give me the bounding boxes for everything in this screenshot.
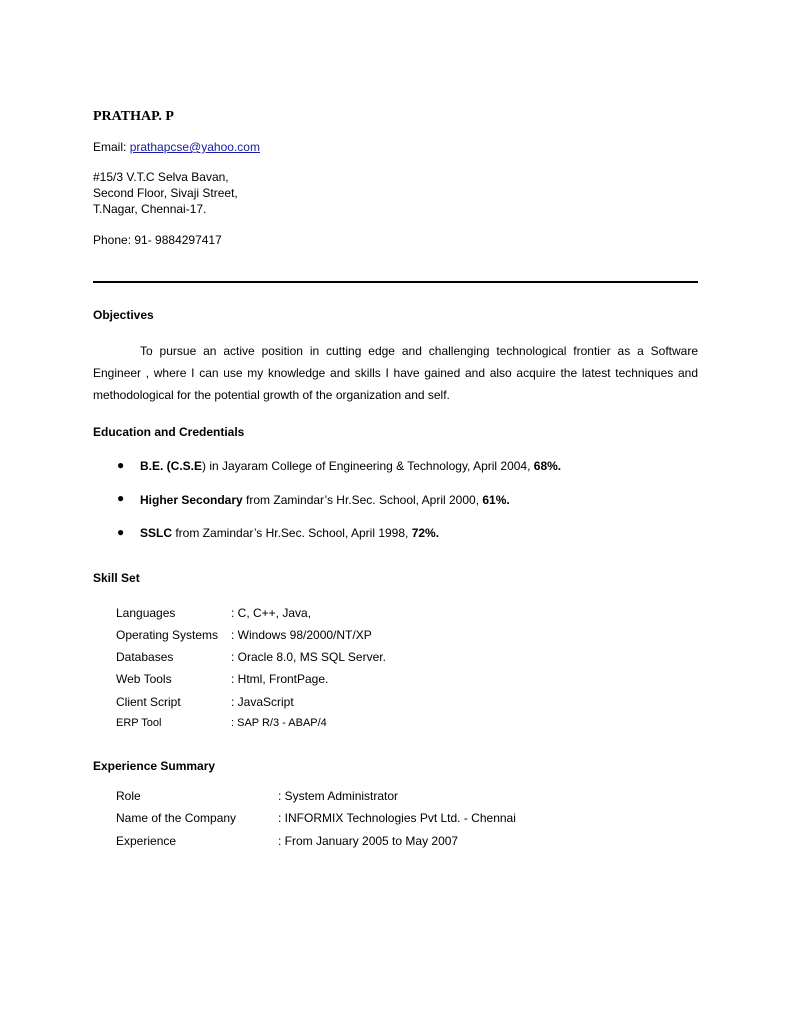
objectives-heading: Objectives <box>93 308 154 322</box>
degree: SSLC <box>140 526 173 540</box>
institution: from Zamindar’s Hr.Sec. School, April 2000, <box>242 493 483 507</box>
skills-heading: Skill Set <box>93 571 140 585</box>
skill-value: : JavaScript <box>231 695 294 709</box>
candidate-name: PRATHAP. P <box>93 109 174 124</box>
degree: Higher Secondary <box>140 493 243 507</box>
skill-value: : Oracle 8.0, MS SQL Server. <box>231 650 386 664</box>
education-item-sslc <box>140 526 439 540</box>
phone: Phone: 91- 9884297417 <box>93 233 222 247</box>
skill-key: Languages <box>116 606 176 620</box>
experience-heading: Experience Summary <box>93 759 216 773</box>
education-heading: Education and Credentials <box>93 425 245 439</box>
address-line-2: Second Floor, Sivaji Street, <box>93 186 238 200</box>
bullet-icon: ● <box>117 458 125 472</box>
experience-key: Experience <box>116 834 177 848</box>
education-item-be <box>140 459 561 473</box>
address-line-3: T.Nagar, Chennai-17. <box>93 202 207 216</box>
email-label: Email: <box>93 140 130 154</box>
email-row <box>93 140 260 154</box>
experience-key: Role <box>116 789 141 803</box>
score: 68%. <box>533 459 562 473</box>
experience-value: : INFORMIX Technologies Pvt Ltd. - Chennai <box>278 811 516 825</box>
address-line-1: #15/3 V.T.C Selva Bavan, <box>93 170 229 184</box>
skill-key: Client Script <box>116 695 181 709</box>
skill-key: Web Tools <box>116 672 172 686</box>
bullet-icon: ● <box>117 525 125 539</box>
divider <box>93 281 698 283</box>
objectives-text: To pursue an active position in cutting edge and challenging technological frontier as a Software Engineer , where I can use my knowledge and skills I have gained and also acquire the latest techniques and methodological for the potential growth of the organization and self. <box>93 344 698 402</box>
objectives-text-block <box>93 340 698 406</box>
skill-value: : Windows 98/2000/NT/XP <box>231 628 372 642</box>
degree: B.E. (C.S.E <box>140 459 203 473</box>
skill-key: Databases <box>116 650 174 664</box>
score: 61%. <box>482 493 510 507</box>
skill-value: : Html, FrontPage. <box>231 672 329 686</box>
score: 72%. <box>411 526 440 540</box>
skill-value: : C, C++, Java, <box>231 606 312 620</box>
experience-value: : From January 2005 to May 2007 <box>278 834 459 848</box>
email-link[interactable]: prathapcse@yahoo.com <box>129 140 260 154</box>
skill-key: ERP Tool <box>116 717 162 729</box>
experience-key: Name of the Company <box>116 811 237 825</box>
skill-value: : SAP R/3 - ABAP/4 <box>231 717 327 729</box>
institution: from Zamindar’s Hr.Sec. School, April 1998, <box>172 526 412 540</box>
institution: ) in Jayaram College of Engineering & Technology, April 2004, <box>202 459 534 473</box>
education-item-hsc <box>140 493 510 507</box>
skill-key: Operating Systems <box>116 628 219 642</box>
bullet-icon: ● <box>117 491 125 505</box>
experience-value: : System Administrator <box>278 789 399 803</box>
